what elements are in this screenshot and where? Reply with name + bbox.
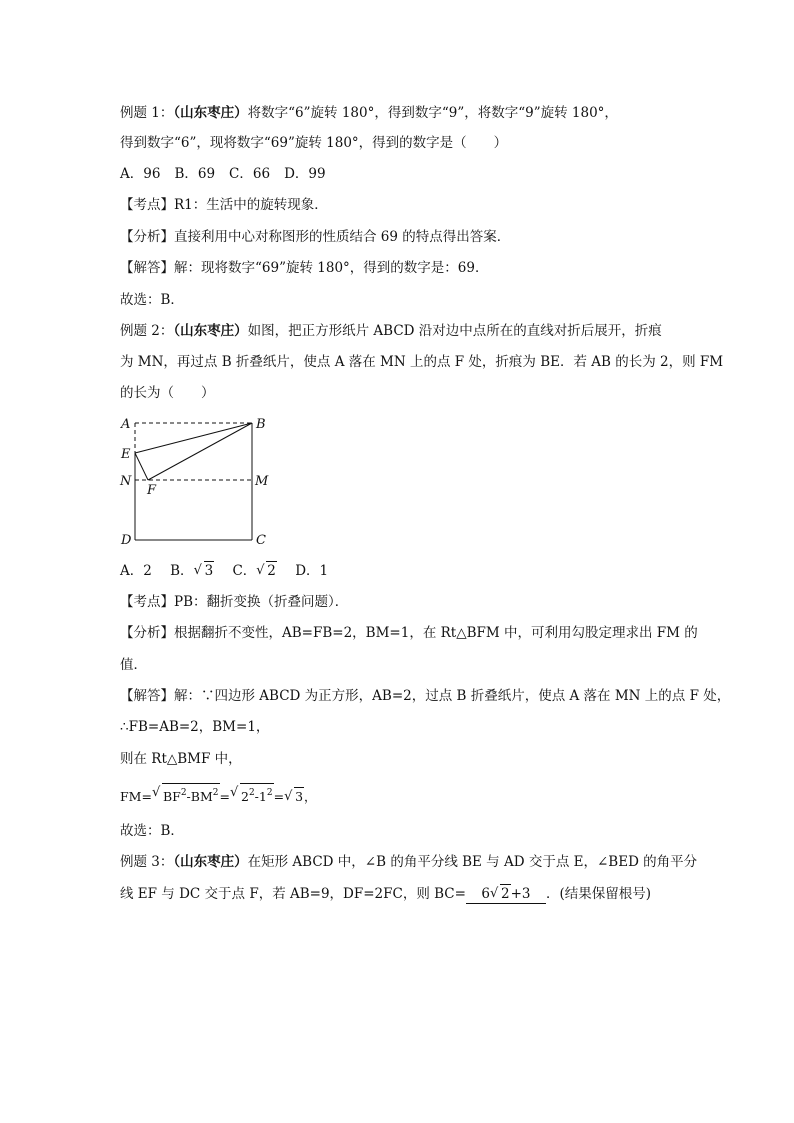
ex2-jieda1: 【解答】解：∵四边形 ABCD 为正方形，AB=2，过点 B 折叠纸片，使点 A 落在 MN 上的点 F 处， (120, 688, 731, 704)
label-d: D (121, 533, 132, 548)
calc-radicand-2 (240, 783, 274, 806)
ex2-option-c (232, 561, 276, 580)
ex2-line1 (120, 322, 662, 340)
sqrt-symbol: √ 3 (193, 563, 214, 579)
label-c: C (256, 533, 266, 548)
sqrt-symbol: √ 2 (490, 886, 510, 902)
square-abcd (135, 423, 252, 540)
sqrt-symbol: √ 2 (256, 563, 276, 579)
calc-equals: = (219, 789, 230, 804)
ex1-text1: 将数字“6”旋转 180°，得到数字“9”，将数字“9”旋转 180°， (247, 105, 618, 121)
ex2-jieda3: 则在 Rt△BMF 中， (120, 751, 242, 767)
answer-radicand: 2 (501, 886, 510, 902)
ex1-line1 (120, 104, 618, 122)
calc-one: -1 (254, 789, 267, 804)
label-f: F (147, 483, 157, 498)
ex2-jieda2: ∴FB=AB=2，BM=1， (120, 719, 270, 735)
label-b: B (256, 417, 266, 432)
ex3-text1: 在矩形 ABCD 中，∠B 的角平分线 BE 与 AD 交于点 E，∠BED 的角平分 (247, 854, 698, 870)
answer-tail: +3 (510, 886, 531, 902)
ex2-fenxi2: 值． (120, 657, 147, 673)
ex1-head: 例题 1： (120, 105, 174, 121)
calc-square: 2 (212, 788, 219, 798)
calc-radicand-1 (162, 783, 220, 806)
calc-comma: ， (304, 789, 317, 804)
ex3-line1 (120, 853, 697, 871)
calc-bm: -BM (186, 789, 213, 804)
calc-lhs: FM= (120, 789, 152, 804)
ex3-text3: ．(结果保留根号) (545, 886, 651, 902)
label-m: M (255, 474, 269, 489)
ex2-answer: 故选：B． (120, 823, 184, 839)
ex1-source: （山东枣庄） (173, 105, 248, 121)
calc-result: 3 (295, 789, 304, 804)
ex1-line2: 得到数字“6”，现将数字“69”旋转 180°，得到的数字是（ ） (120, 135, 508, 151)
answer-coefficient: 6 (481, 886, 490, 902)
calc-square: 2 (180, 788, 187, 798)
ex2-line2: 为 MN，再过点 B 折叠纸片，使点 A 落在 MN 上的点 F 处，折痕为 BE．若 AB 的长为 2，则 FM (120, 354, 724, 370)
ex3-text2: 线 EF 与 DC 交于点 F，若 AB=9，DF=2FC，则 BC= (120, 886, 466, 902)
ex2-figure (115, 408, 275, 548)
label-a: A (121, 417, 131, 432)
ex2-kaodian: 【考点】PB：翻折变换（折叠问题）． (120, 594, 349, 610)
ex2-option-b-radicand: 3 (204, 563, 214, 579)
ex2-option-c-radicand: 2 (267, 563, 276, 579)
ex1-option-a: A．96 (120, 166, 161, 182)
ex2-option-b-prefix: B． (170, 563, 194, 579)
ex1-option-b: B．69 (174, 166, 216, 182)
ex1-option-c: C．66 (229, 166, 271, 182)
ex2-option-c-prefix: C． (232, 563, 257, 579)
sqrt-symbol: √ 3 (284, 789, 304, 804)
ex2-options (120, 561, 342, 580)
calc-square: 2 (266, 788, 273, 798)
ex2-head: 例题 2： (120, 323, 174, 339)
ex2-fenxi1: 【分析】根据翻折不变性，AB=FB=2，BM=1，在 Rt△BFM 中，可利用勾股定理求出 FM 的 (120, 625, 698, 641)
ex1-answer: 故选：B． (120, 292, 184, 308)
ex2-calc (120, 783, 317, 806)
ex1-option-d: D．99 (284, 166, 326, 182)
ex3-head: 例题 3： (120, 854, 174, 870)
answer-blank (466, 884, 546, 904)
sqrt-symbol: √ $BF^2-BM^2$ (151, 785, 219, 804)
ex2-option-a: A．2 (120, 563, 152, 579)
calc-bf: BF (162, 789, 181, 804)
crease-be (135, 423, 252, 453)
ex2-text1: 如图，把正方形纸片 ABCD 沿对边中点所在的直线对折后展开，折痕 (247, 323, 662, 339)
segment-bf (148, 423, 252, 480)
ex1-fenxi: 【分析】直接利用中心对称图形的性质结合 69 的特点得出答案． (120, 229, 511, 245)
sqrt-symbol: √ $2^2-1^2$ (229, 785, 273, 804)
ex1-jieda: 【解答】解：现将数字“69”旋转 180°，得到的数字是：69． (120, 260, 489, 276)
label-e: E (121, 447, 131, 462)
ex2-option-d: D．1 (295, 563, 329, 579)
ex2-option-b (170, 561, 214, 580)
ex1-kaodian: 【考点】R1：生活中的旋转现象． (120, 197, 328, 213)
ex3-line2 (120, 884, 651, 904)
ex2-line3: 的长为（ ） (120, 385, 215, 401)
ex1-options (120, 165, 340, 183)
calc-equals: = (273, 789, 285, 804)
ex2-source: （山东枣庄） (173, 323, 248, 339)
segment-ef (135, 453, 148, 480)
ex3-source: （山东枣庄） (173, 854, 248, 870)
calc-square: 2 (248, 788, 255, 798)
calc-two: 2 (240, 789, 249, 804)
label-n: N (120, 474, 132, 489)
